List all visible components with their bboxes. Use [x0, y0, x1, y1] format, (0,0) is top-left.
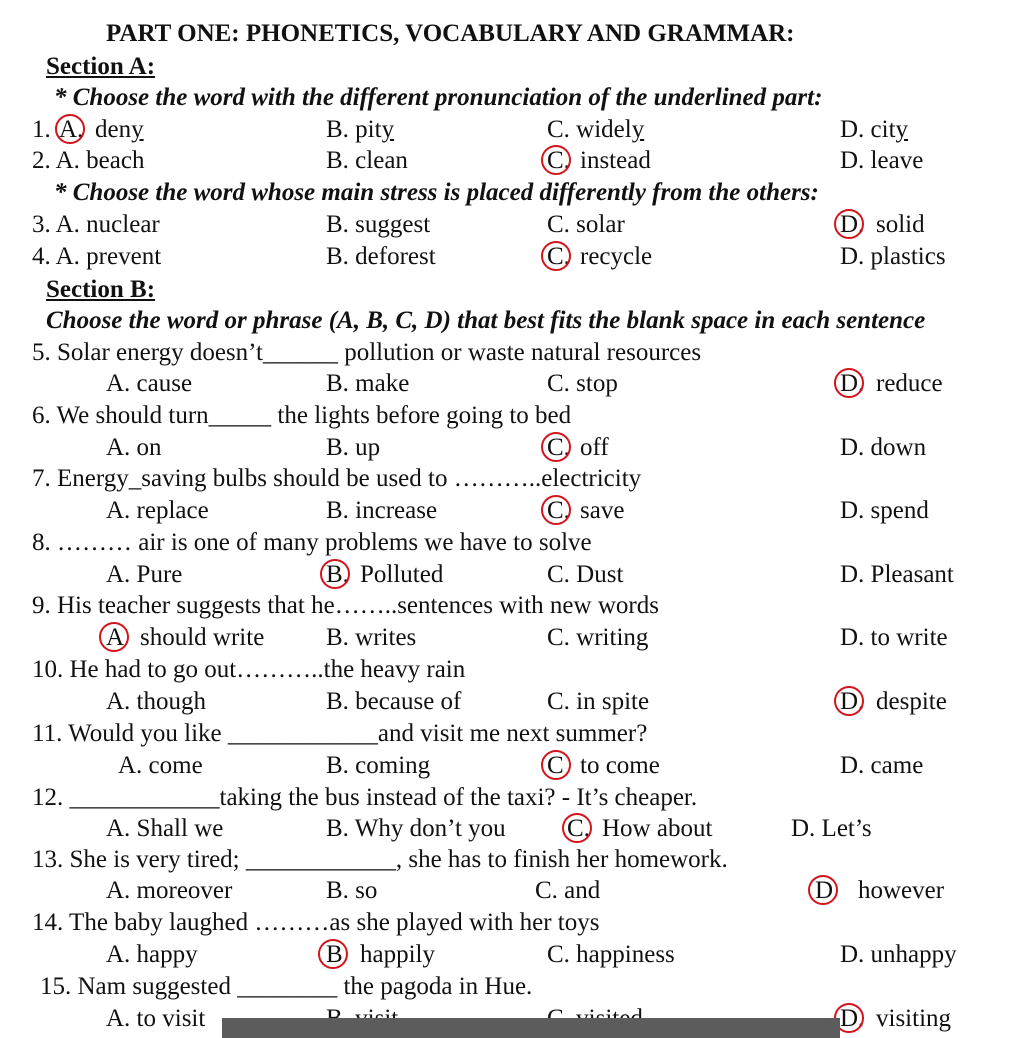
q5-option-c: C. stop [547, 370, 618, 397]
q9-option-a: should write [140, 624, 265, 651]
q3-option-d-letter: D. [840, 211, 865, 238]
q8-option-b: Polluted [360, 561, 444, 588]
q13-option-a: A. moreover [106, 877, 233, 904]
q10-option-d: despite [876, 688, 947, 715]
q10-option-d-letter: D. [840, 688, 865, 715]
section-a-instruction-2: * Choose the word whose main stress is placed differently from the others: [54, 179, 819, 206]
q10-option-b: B. because of [326, 688, 462, 715]
q9-option-c: C. writing [547, 624, 649, 651]
q1-number: 1. [32, 116, 51, 143]
q5-stem: 5. Solar energy doesn’t______ pollution or waste natural resources [32, 339, 702, 366]
q2-option-a: 2. A. beach [32, 147, 145, 174]
q5-option-b: B. make [326, 370, 410, 397]
q12-option-d: D. Let’s [791, 815, 872, 842]
q12-option-c: How about [602, 815, 713, 842]
section-b-heading: Section B: [46, 276, 156, 303]
section-b-instruction: Choose the word or phrase (A, B, C, D) that best fits the blank space in each sentence [46, 307, 926, 334]
q7-option-a: A. replace [106, 497, 209, 524]
q10-stem: 10. He had to go out………..the heavy rain [32, 656, 466, 683]
q10-option-c: C. in spite [547, 688, 650, 715]
q8-option-a: A. Pure [106, 561, 183, 588]
q14-option-b: happily [360, 941, 435, 968]
q14-option-d: D. unhappy [840, 941, 957, 968]
q3-option-c: C. solar [547, 211, 625, 238]
q4-option-c: recycle [580, 243, 653, 270]
q2-option-d: D. leave [840, 147, 924, 174]
q1-option-d: D. city [840, 116, 909, 143]
q7-stem: 7. Energy_saving bulbs should be used to ………..electricity [32, 465, 642, 492]
q15-option-d-letter: D. [840, 1005, 865, 1032]
q6-option-c-letter: C. [547, 434, 570, 461]
q11-option-c-letter: C [547, 752, 564, 779]
q8-stem: 8. ……… air is one of many problems we have to solve [32, 529, 592, 556]
q13-option-b: B. so [326, 877, 378, 904]
q7-option-c: save [580, 497, 625, 524]
q7-option-b: B. increase [326, 497, 438, 524]
q13-stem: 13. She is very tired; ____________, she has to finish her homework. [32, 846, 728, 873]
q11-option-a: A. come [118, 752, 203, 779]
q5-option-d: reduce [876, 370, 943, 397]
bottom-overlay-bar [222, 1018, 840, 1038]
q11-stem: 11. Would you like ____________and visit me next summer? [32, 720, 648, 747]
q4-option-c-letter: C. [547, 243, 570, 270]
q11-option-d: D. came [840, 752, 924, 779]
page-title: PART ONE: PHONETICS, VOCABULARY AND GRAMMAR: [106, 20, 795, 47]
q1-option-b: B. pity [326, 116, 395, 143]
q14-stem: 14. The baby laughed ………as she played with her toys [32, 909, 600, 936]
q6-stem: 6. We should turn_____ the lights before going to bed [32, 402, 572, 429]
q14-option-c: C. happiness [547, 941, 675, 968]
q8-option-c: C. Dust [547, 561, 624, 588]
q13-option-d: however [858, 877, 945, 904]
q12-option-b: B. Why don’t you [326, 815, 506, 842]
q11-option-c: to come [580, 752, 660, 779]
q15-option-a: A. to visit [106, 1005, 206, 1032]
q15-option-d: visiting [876, 1005, 952, 1032]
q3-option-a: 3. A. nuclear [32, 211, 160, 238]
q14-option-a: A. happy [106, 941, 198, 968]
q4-option-b: B. deforest [326, 243, 436, 270]
q10-option-a: A. though [106, 688, 206, 715]
q12-option-a: A. Shall we [106, 815, 224, 842]
q7-option-d: D. spend [840, 497, 929, 524]
q9-stem: 9. His teacher suggests that he……..sentences with new words [32, 592, 659, 619]
q12-option-c-letter: C. [567, 815, 590, 842]
q9-option-d: D. to write [840, 624, 948, 651]
q5-option-d-letter: D. [840, 370, 865, 397]
q6-option-a: A. on [106, 434, 162, 461]
q4-option-a: 4. A. prevent [32, 243, 162, 270]
q1-option-a-letter: A. [59, 116, 84, 143]
q2-option-b: B. clean [326, 147, 408, 174]
q9-option-b: B. writes [326, 624, 417, 651]
q13-option-c: C. and [535, 877, 601, 904]
q1-option-a: deny [95, 116, 144, 143]
q4-option-d: D. plastics [840, 243, 946, 270]
q12-stem: 12. ____________taking the bus instead of the taxi? - It’s cheaper. [32, 784, 698, 811]
q6-option-c: off [580, 434, 609, 461]
q15-stem: 15. Nam suggested ________ the pagoda in Hue. [40, 973, 533, 1000]
section-a-heading: Section A: [46, 53, 156, 80]
q8-option-b-letter: B. [326, 561, 349, 588]
section-a-instruction-1: * Choose the word with the different pronunciation of the underlined part: [54, 84, 823, 111]
q8-option-d: D. Pleasant [840, 561, 954, 588]
q11-option-b: B. coming [326, 752, 431, 779]
q5-option-a: A. cause [106, 370, 193, 397]
q14-option-b-letter: B [326, 941, 343, 968]
q1-option-c: C. widely [547, 116, 645, 143]
q3-option-d: solid [876, 211, 925, 238]
q2-option-c-letter: C. [547, 147, 570, 174]
q6-option-d: D. down [840, 434, 927, 461]
q7-option-c-letter: C. [547, 497, 570, 524]
q6-option-b: B. up [326, 434, 381, 461]
q9-option-a-letter: A [106, 624, 125, 651]
q3-option-b: B. suggest [326, 211, 431, 238]
q13-option-d-letter: D [815, 877, 834, 904]
q2-option-c: instead [580, 147, 651, 174]
